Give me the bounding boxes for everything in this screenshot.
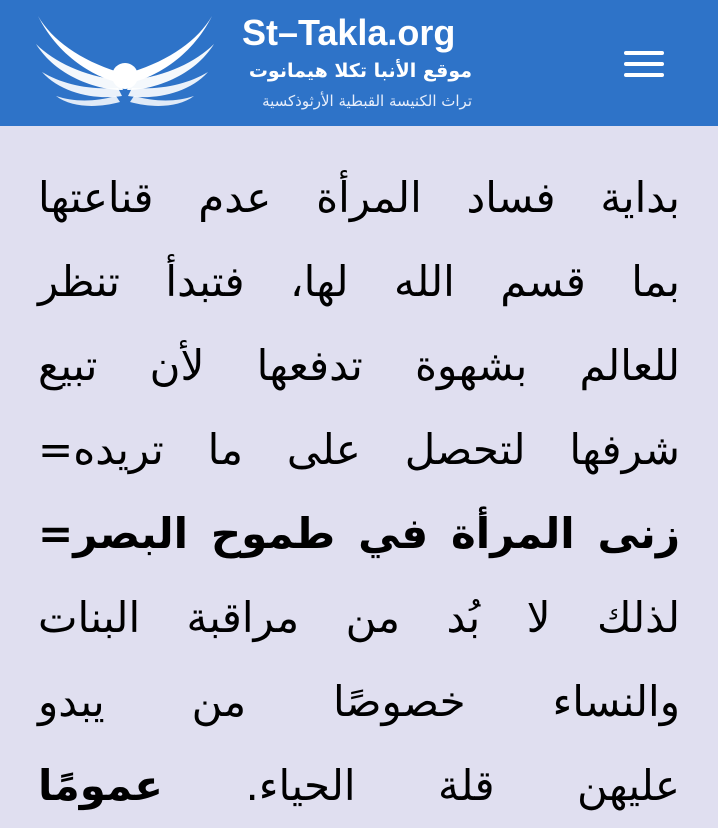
text-line: لذلك لا بُد من مراقبة البنات [38, 593, 680, 642]
article-body [0, 126, 718, 828]
text-line: بما قسم الله لها، فتبدأ تنظر [38, 257, 680, 306]
site-title[interactable]: St–Takla.org [242, 12, 456, 53]
brand-block[interactable] [234, 10, 484, 118]
bold-text-segment: عمومًا [38, 761, 163, 810]
hamburger-menu-icon[interactable] [620, 48, 668, 80]
site-tagline: تراث الكنيسة القبطية الأرثوذكسية [262, 92, 472, 110]
text-line: والنساء خصوصًا من يبدو [38, 677, 680, 726]
site-header [0, 0, 718, 126]
text-segment: عليهن قلة الحياء. [245, 761, 680, 810]
text-line: بداية فساد المرأة عدم قناعتها [38, 173, 680, 222]
text-line: للعالم بشهوة تدفعها لأن تبيع [38, 341, 680, 390]
wings-logo-icon[interactable] [30, 10, 220, 118]
text-line: شرفها لتحصل على ما تريده= [38, 425, 680, 474]
site-subtitle: موقع الأنبا تكلا هيمانوت [248, 60, 472, 82]
bold-text-line: زنى المرأة في طموح البصر= [38, 509, 680, 558]
text-line-mixed [38, 744, 680, 828]
